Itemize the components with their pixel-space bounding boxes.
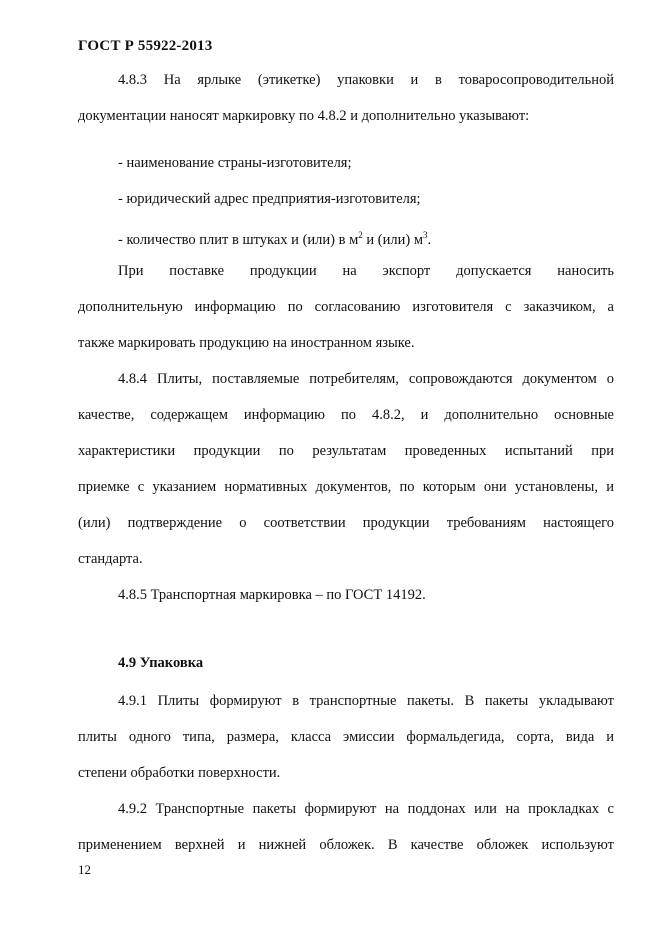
document-header: ГОСТ Р 55922-2013 xyxy=(78,38,213,54)
text-line: 4.8.4 Плиты, поставляемые потребителям, сопровождаются документом о xyxy=(118,371,614,387)
paragraph-export xyxy=(78,261,614,405)
text-line: 4.9.2 Транспортные пакеты формируют на поддонах или на прокладках с xyxy=(118,801,614,817)
section-heading: 4.9 Упаковка xyxy=(118,655,204,671)
text-line: стандарта. xyxy=(78,551,143,567)
text-line: применением верхней и нижней обложек. В качестве обложек используют xyxy=(78,837,614,853)
list-item-text: и (или) м xyxy=(362,231,423,248)
text-line: (или) подтверждение о соответствии продукции требованиям настоящего xyxy=(78,515,614,531)
text-line: степени обработки поверхности. xyxy=(78,765,281,781)
text-line: приемке с указанием нормативных документов, по которым они установлены, и xyxy=(78,479,614,495)
superscript: 3 xyxy=(423,230,428,240)
paragraph-4-8-5: 4.8.5 Транспортная маркировка – по ГОСТ 14192. xyxy=(118,587,426,603)
text-line: документации наносят маркировку по 4.8.2 и дополнительно указывают: xyxy=(78,108,530,124)
text-line: При поставке продукции на экспорт допускается наносить xyxy=(118,263,614,279)
text-line: характеристики продукции по результатам проведенных испытаний при xyxy=(78,443,614,459)
text-line: качестве, содержащем информацию по 4.8.2, и дополнительно основные xyxy=(78,407,614,423)
text-line: 4.9.1 Плиты формируют в транспортные пакеты. В пакеты укладывают xyxy=(118,693,614,709)
text-line: 4.8.3 На ярлыке (этикетке) упаковки и в товаросопроводительной xyxy=(118,72,614,88)
paragraph-4-8-3 xyxy=(78,70,614,142)
list-4-8-3 xyxy=(78,153,614,261)
page-number: 12 xyxy=(78,862,91,877)
section-4-9 xyxy=(78,655,614,871)
list-item xyxy=(78,225,614,261)
text-line: плиты одного типа, размера, класса эмиссии формальдегида, сорта, вида и xyxy=(78,729,614,745)
list-item: - наименование страны-изготовителя; xyxy=(118,155,352,171)
list-item: - юридический адрес предприятия-изготовителя; xyxy=(118,191,421,207)
text-line: также маркировать продукцию на иностранном языке. xyxy=(78,335,415,351)
superscript: 2 xyxy=(358,230,363,240)
paragraph-4-8-4 xyxy=(78,405,614,621)
list-item-text: - количество плит в штуках и (или) в м xyxy=(118,231,359,248)
list-item-text: . xyxy=(427,231,432,248)
text-line: дополнительную информацию по согласованию изготовителя с заказчиком, а xyxy=(78,299,614,315)
